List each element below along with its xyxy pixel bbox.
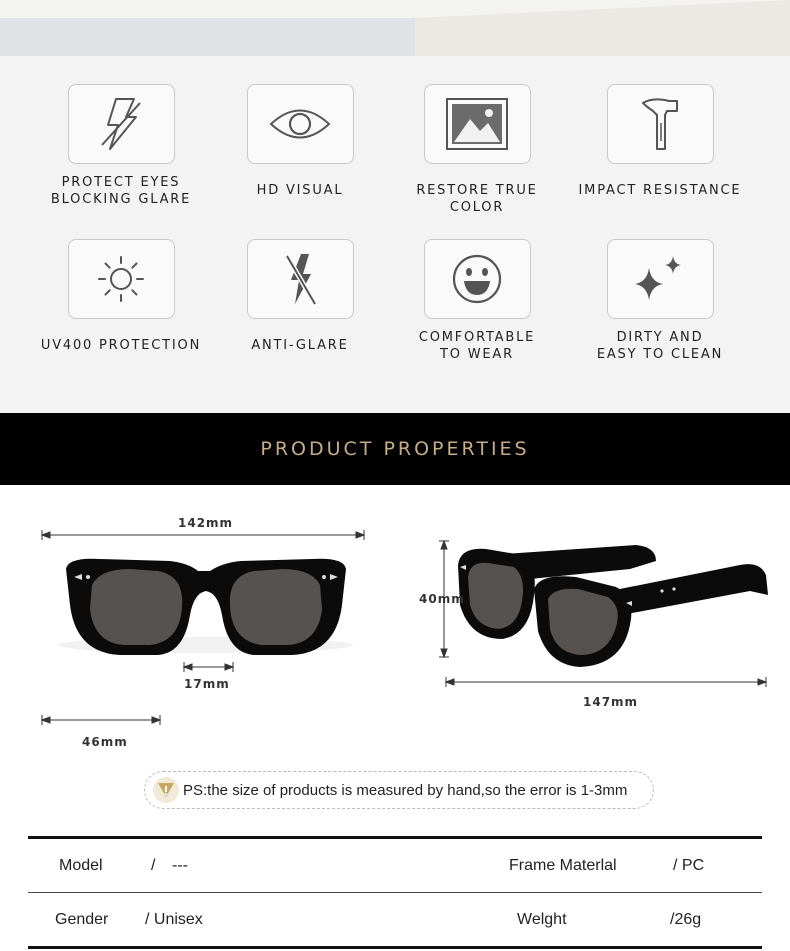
feature-uv400 (31, 239, 211, 354)
feature-icon-box (607, 84, 714, 164)
total-width-label: 142mm (178, 516, 234, 530)
feature-icon-box (247, 84, 354, 164)
feature-label: ANTI-GLARE (251, 338, 349, 353)
smiley-face-icon (442, 248, 512, 310)
bridge-width-line (184, 662, 233, 672)
feature-protect-eyes (31, 84, 211, 208)
feature-label: IMPACT RESISTANCE (578, 183, 742, 198)
table-row (28, 839, 762, 892)
feature-label: COMFORTABLE TO WEAR (418, 330, 536, 362)
frame-material-value: / PC (673, 856, 705, 874)
lens-width-line (42, 715, 160, 725)
weight-label: Welght (517, 910, 567, 928)
gender-value: / Unisex (145, 910, 203, 928)
feature-label: DIRTY AND EASY TO CLEAN (596, 330, 724, 362)
feature-icon-box (424, 84, 531, 164)
feature-label: HD VISUAL (256, 183, 344, 198)
feature-icon-box (424, 239, 531, 319)
lightning-slash-icon (265, 248, 335, 310)
front-view-glasses (30, 505, 380, 755)
table-row (28, 893, 762, 946)
feature-hd-visual (210, 84, 390, 199)
lens-width-label: 46mm (82, 735, 128, 749)
frame-material-label: Frame Materlal (509, 856, 617, 874)
gender-label: Gender (55, 910, 109, 928)
sparkle-icon (625, 248, 695, 310)
feature-icon-box (68, 84, 175, 164)
model-label: Model (59, 856, 103, 874)
temple-length-label: 147mm (583, 695, 639, 709)
weight-value: /26g (670, 910, 702, 928)
feature-anti-glare (210, 239, 390, 354)
section-title-band (0, 413, 790, 485)
feature-label: UV400 PROTECTION (40, 338, 202, 353)
feature-comfortable (387, 239, 567, 363)
measurement-note-text: PS:the size of products is measured by hand,so the error is 1-3mm (183, 781, 628, 799)
lightning-blocked-icon (86, 93, 156, 155)
section-title: PRODUCT PROPERTIES (260, 438, 530, 460)
feature-label: PROTECT EYES BLOCKING GLARE (50, 175, 192, 207)
top-banner-image (0, 0, 790, 56)
landscape-image-icon (442, 93, 512, 155)
feature-icon-box (247, 239, 354, 319)
temple-length-line (446, 677, 766, 687)
total-width-line (42, 530, 364, 540)
feature-label: RESTORE TRUE COLOR (416, 183, 538, 215)
bridge-width-label: 17mm (184, 677, 230, 691)
measurement-note (144, 771, 654, 809)
hammer-icon (625, 93, 695, 155)
sun-icon (86, 248, 156, 310)
feature-easy-clean (570, 239, 750, 363)
lens-height-label: 40mm (419, 592, 465, 606)
model-separator: / (151, 856, 156, 874)
feature-grid (0, 56, 790, 413)
feature-impact (570, 84, 750, 199)
eye-icon (265, 93, 335, 155)
warning-icon (153, 777, 179, 803)
feature-true-color (387, 84, 567, 216)
feature-icon-box (68, 239, 175, 319)
product-properties-table (28, 836, 762, 949)
feature-icon-box (607, 239, 714, 319)
model-value: --- (172, 856, 188, 874)
side-view-glasses (430, 535, 775, 705)
